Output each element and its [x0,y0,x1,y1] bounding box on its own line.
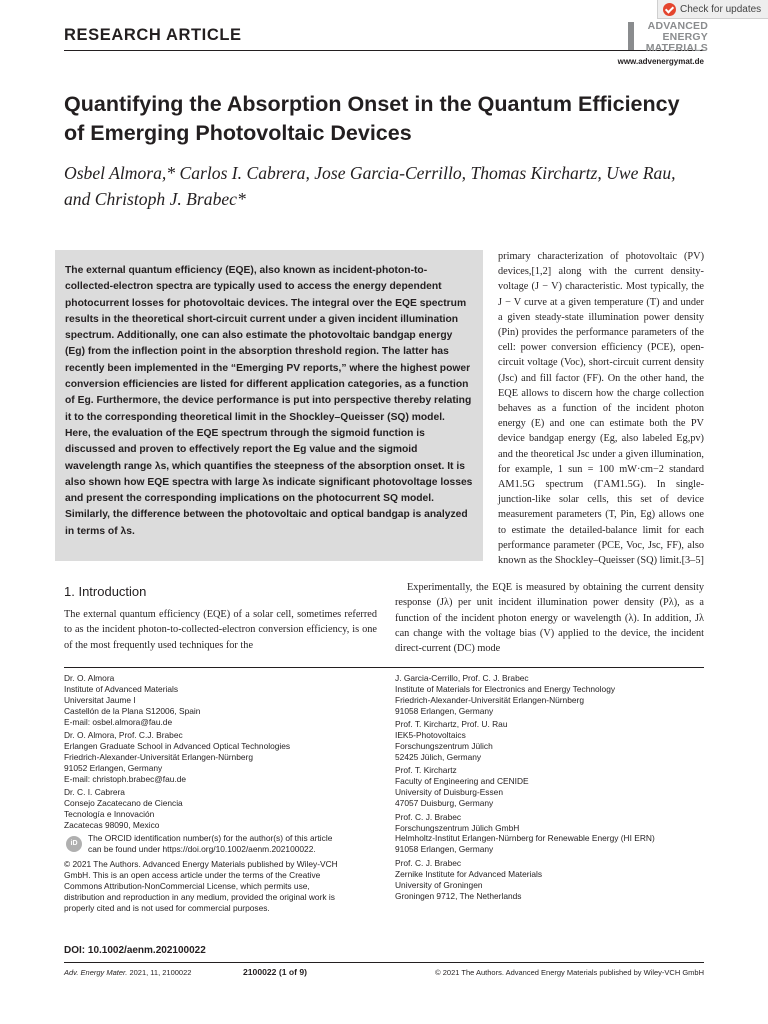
abstract-box [55,250,483,561]
affiliation-line: Prof. C. J. Brabec [395,857,462,868]
affiliation-line: Universitat Jaume I [64,694,136,705]
body-paragraph-experimental: Experimentally, the EQE is measured by obtaining the current density response (Jλ) per unit incident illumination power density (Pλ), as a function of the incident photon energy or wavelength (λ). In addition, Jλ can change with the voltage bias (V) applied to the device, the incident direct-current (DC) mode [395,582,704,655]
journal-url-link[interactable]: www.advenergymat.de [617,57,704,66]
affiliation-line: 52425 Jülich, Germany [395,751,482,762]
section-heading-introduction: 1. Introduction [64,584,147,599]
affiliation-block [64,673,379,728]
affiliation-line: Dr. O. Almora [64,673,115,683]
introduction-text: The external quantum efficiency (EQE) of a solar cell, sometimes referred to as the incident photon-to-collected-electron conversion efficiency, is one of the most frequently used techniques for the [64,609,377,651]
orcid-icon: iD [66,836,82,852]
footer-journal-name: Adv. Energy Mater. [64,968,128,977]
section-label: RESEARCH ARTICLE [64,26,242,44]
header-divider [64,50,704,51]
affiliation-block [395,858,704,902]
affiliation-line: Helmholtz-Institut Erlangen-Nürnberg for Renewable Energy (HI ERN) [395,833,655,844]
footer-citation [64,968,191,977]
affiliation-block [395,673,704,717]
affiliation-block [64,787,379,831]
affiliation-line: Friedrich-Alexander-Universität Erlangen-Nürnberg [395,694,584,705]
affiliation-line: Faculty of Engineering and CENIDE [395,776,529,787]
affiliation-line: Zacatecas 98090, Mexico [64,819,160,830]
license-line: Commons Attribution-NonCommercial License, which permits use, [64,881,310,892]
affiliation-line: Prof. T. Kirchartz, Prof. U. Rau [395,719,508,730]
checkmark-icon [663,3,676,16]
affiliation-line: Institute of Advanced Materials [64,683,179,694]
license-notice [64,859,379,914]
body-text-right-column: primary characterization of photovoltaic (PV) devices,[1,2] along with the current density-voltage (J − V) characteristic. Most typically, the J − V curve at a given temperature (T) and under a given steady-state illumination power density (Pin) provides the performance parameters of the cell: power conversion efficiency (PCE), open-circuit voltage (Voc), short-circuit current density (Jsc) and fill factor (FF). On the other hand, the EQE allows to discern how the charge collection behaves as a function of the incident photon energy (E) and one can estimate both the PV device bandgap energy (Eg, also labeled Eg,pv) and the theoretical Jsc under a given illumination, for example, 1 sun = 100 mW·cm−2 standard AM1.5G spectrum (ΓAM1.5G). In single-junction-like solar cells, this set of device measurement parameters (T, Pin, Eg) allows one to estimate the detailed-balance limit for each performance parameter (PCE, Voc, Jsc, FF), also known as the Shockley–Queisser (SQ) limit.[3–5] [498,251,704,567]
logo-text-line3: MATERIALS [645,42,708,54]
affiliation-line: 47057 Duisburg, Germany [395,798,494,809]
affiliation-line: University of Duisburg-Essen [395,787,503,798]
affiliation-line: 91052 Erlangen, Germany [64,762,163,773]
license-line: properly cited and is not used for commercial purposes. [64,902,270,913]
author-list: Osbel Almora,* Carlos I. Cabrera, Jose Garcia-Cerrillo, Thomas Kirchartz, Uwe Rau, and Christoph J. Brabec* [64,163,676,209]
article-title: Quantifying the Absorption Onset in the Quantum Efficiency of Emerging Photovoltaic Devices [64,92,680,145]
affiliation-line: Dr. C. I. Cabrera [64,787,125,798]
affiliation-line: Prof. C. J. Brabec [395,811,462,822]
affiliation-line: Friedrich-Alexander-Universität Erlangen-Nürnberg [64,751,253,762]
affiliation-line: Castellón de la Plana S12006, Spain [64,705,201,716]
abstract-text: The external quantum efficiency (EQE), also known as incident-photon-to-collected-electron spectra are typically used to access the energy dependent photocurrent losses for photovoltaic devices. The integral over the EQE spectrum results in the theoretical short-circuit current under a given incident illumination spectrum. Additionally, one can also estimate the photovoltaic bandgap energy (Eg) from the inflection point in the absorption threshold region. The latter has recently been implemented in the “Emerging PV reports,” where the highest power conversion efficiencies are listed for different application categories, as a function of Eg. Furthermore, the device performance is put into perspective thereby relating it to the corresponding theoretical limit in the Shockley–Queisser (SQ) model. Here, the evaluation of the EQE spectrum through the sigmoid function is discussed and proven to effectively report the Eg value and the sigmoid wavelength range λs, which quantifies the steepness of the absorption onset. It is also shown how EQE spectra with large λs indicate significant photovoltage losses and present the corresponding implications on the photocurrent SQ model. Similarly, the difference between the photovoltaic and optical bandgap is analyzed in terms of λs. [65,265,473,537]
affiliation-line: University of Groningen [395,879,483,890]
affiliation-line: 91058 Erlangen, Germany [395,705,494,716]
affiliation-block [395,719,704,763]
affiliation-line: Forschungszentrum Jülich GmbH [395,822,520,833]
logo-text-line2: ENERGY [662,31,708,43]
logo-stripe-icon [628,22,634,50]
affiliation-line: 91058 Erlangen, Germany [395,844,494,855]
check-for-updates-button[interactable] [657,0,768,19]
affiliations-divider [64,667,704,668]
affiliation-line: Institute of Materials for Electronics and Energy Technology [395,683,616,694]
affiliation-block [64,730,379,785]
orcid-text-line: The ORCID identification number(s) for the author(s) of this article [88,833,333,844]
author-email-link[interactable]: E-mail: osbel.almora@fau.de [64,716,173,727]
orcid-doi-link[interactable]: can be found under https://doi.org/10.1002/aenm.202100022. [88,844,316,855]
affiliation-line: Forschungszentrum Jülich [395,741,493,752]
affiliation-line: Tecnología e Innovación [64,809,155,820]
orcid-notice [64,833,379,855]
affiliation-line: J. Garcia-Cerrillo, Prof. C. J. Brabec [395,673,529,683]
license-line: distribution and reproduction in any medium, provided the original work is [64,892,335,902]
affiliations-left-column [64,673,379,916]
journal-logo [628,18,708,52]
footer-divider [64,962,704,963]
affiliation-line: Erlangen Graduate School in Advanced Optical Technologies [64,741,291,752]
footer-page-number: 2100022 (1 of 9) [243,967,308,977]
affiliation-block [395,812,704,856]
affiliations-right-column [395,673,704,904]
author-email-link[interactable]: E-mail: christoph.brabec@fau.de [64,773,187,784]
check-for-updates-label: Check for updates [680,4,762,15]
affiliation-line: Prof. T. Kirchartz [395,765,457,776]
license-line: GmbH. This is an open access article under the terms of the Creative [64,870,321,881]
affiliation-line: Dr. O. Almora, Prof. C.J. Brabec [64,730,183,741]
license-line: © 2021 The Authors. Advanced Energy Materials published by Wiley-VCH [64,859,338,870]
affiliation-block [395,765,704,809]
affiliation-line: Groningen 9712, The Netherlands [395,890,522,901]
affiliation-line: Zernike Institute for Advanced Materials [395,868,543,879]
logo-text-line1: ADVANCED [647,20,708,32]
footer-copyright: © 2021 The Authors. Advanced Energy Materials published by Wiley-VCH GmbH [435,968,704,977]
doi-link[interactable]: DOI: 10.1002/aenm.202100022 [64,945,206,956]
affiliation-line: IEK5-Photovoltaics [395,730,466,741]
footer-volume: 2021, 11, 2100022 [127,968,192,977]
affiliation-line: Consejo Zacatecano de Ciencia [64,798,183,809]
